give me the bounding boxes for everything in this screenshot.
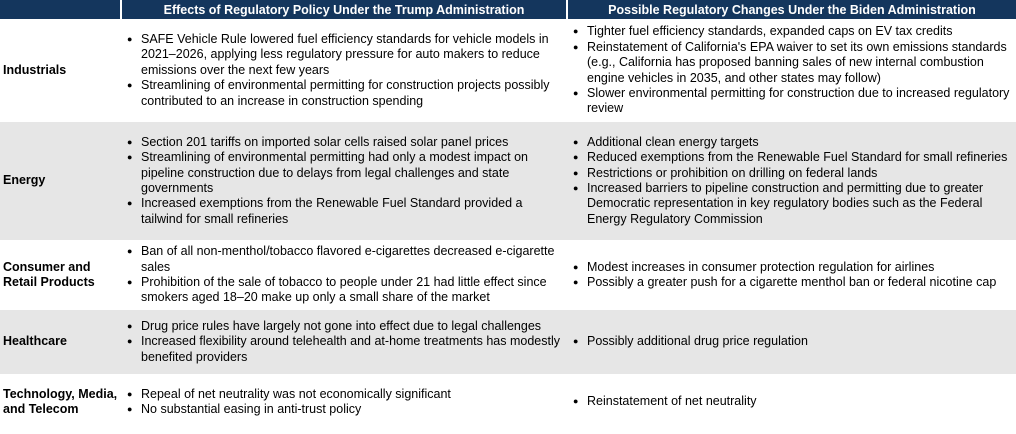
bullet-icon: ● — [573, 152, 579, 163]
sector-cell: Energy — [0, 121, 121, 241]
bullet-icon: ● — [127, 152, 133, 163]
table-row — [0, 121, 1016, 241]
bullet-list — [127, 319, 563, 365]
bullet-icon: ● — [127, 33, 133, 44]
bullet-icon: ● — [573, 41, 579, 52]
list-item — [573, 275, 1012, 290]
list-item — [127, 275, 563, 306]
bullet-icon: ● — [127, 336, 133, 347]
list-item — [573, 86, 1012, 117]
bullet-list — [127, 244, 563, 306]
bullet-text: Reinstatement of California's EPA waiver to set its own emissions standards (e.g., California has proposed banning sales of new internal combustion engine vehicles in 2035, and other states may follow) — [587, 39, 1007, 85]
sector-cell: Technology, Media, and Telecom — [0, 375, 121, 428]
header-biden-changes: Possible Regulatory Changes Under the Biden Administration — [567, 0, 1016, 20]
bullet-icon: ● — [573, 336, 579, 347]
bullet-icon: ● — [573, 261, 579, 272]
table-row — [0, 375, 1016, 428]
trump-effects-cell — [121, 20, 567, 121]
table-row — [0, 20, 1016, 121]
bullet-list — [127, 387, 563, 418]
sector-cell: Healthcare — [0, 309, 121, 375]
bullet-text: Reduced exemptions from the Renewable Fuel Standard for small refineries — [587, 150, 1008, 165]
list-item — [127, 135, 563, 150]
bullet-icon: ● — [127, 404, 133, 414]
list-item — [573, 166, 1012, 181]
bullet-text: Streamlining of environmental permitting had only a modest impact on pipeline construction due to delays from legal challenges and state governments — [141, 150, 529, 195]
bullet-text: Streamlining of environmental permitting for construction projects possibly contributed to an increase in construction spending — [141, 78, 550, 108]
list-item — [127, 387, 563, 402]
bullet-list — [573, 394, 1012, 409]
bullet-text: SAFE Vehicle Rule lowered fuel efficiency standards for vehicle models in 2021–2026, applying less regulatory pressure for auto makers to reduce emissions over the next few years — [141, 31, 549, 77]
list-item — [127, 196, 563, 227]
bullet-text: Increased flexibility around telehealth and at-home treatments has modestly benefited providers — [141, 334, 560, 364]
bullet-text: Possibly a greater push for a cigarette menthol ban or federal nicotine cap — [587, 275, 997, 289]
bullet-icon: ● — [573, 167, 579, 178]
bullet-text: Tighter fuel efficiency standards, expanded caps on EV tax credits — [587, 24, 953, 39]
list-item — [573, 181, 1012, 227]
biden-changes-cell — [567, 20, 1016, 121]
biden-changes-cell — [567, 241, 1016, 309]
list-item — [127, 334, 563, 365]
bullet-icon: ● — [573, 136, 579, 147]
trump-effects-cell — [121, 121, 567, 241]
bullet-text: Prohibition of the sale of tobacco to people under 21 had little effect since smokers aged 18–20 make up only a small share of the market — [141, 275, 547, 305]
bullet-icon: ● — [127, 136, 133, 147]
bullet-text: Repeal of net neutrality was not economically significant — [141, 386, 451, 401]
table-row — [0, 309, 1016, 375]
bullet-icon: ● — [573, 396, 579, 407]
bullet-icon: ● — [127, 388, 133, 399]
header-row — [0, 0, 1016, 20]
bullet-text: Increased exemptions from the Renewable Fuel Standard provided a tailwind for small refineries — [141, 196, 523, 226]
list-item — [573, 135, 1012, 150]
list-item — [573, 394, 1012, 409]
list-item — [573, 24, 1012, 39]
list-item — [127, 402, 563, 417]
biden-changes-cell — [567, 309, 1016, 375]
bullet-text: Increased barriers to pipeline construction and permitting due to greater Democratic representation in key regulatory bodies such as the Federal Energy Regulatory Commission — [587, 181, 984, 226]
bullet-text: Additional clean energy targets — [587, 134, 759, 149]
bullet-icon: ● — [127, 277, 133, 287]
bullet-text: Ban of all non-menthol/tobacco flavored e-cigarettes decreased e-cigarette sales — [141, 244, 555, 274]
bullet-text: Reinstatement of net neutrality — [587, 394, 757, 409]
bullet-icon: ● — [573, 87, 579, 98]
trump-effects-cell — [121, 375, 567, 428]
list-item — [573, 40, 1012, 86]
table-row — [0, 241, 1016, 309]
bullet-list — [573, 135, 1012, 227]
biden-changes-cell — [567, 375, 1016, 428]
bullet-icon: ● — [573, 183, 579, 193]
header-sector — [0, 0, 121, 20]
bullet-text: No substantial easing in anti-trust policy — [141, 402, 362, 416]
bullet-list — [573, 334, 1012, 349]
bullet-text: Drug price rules have largely not gone into effect due to legal challenges — [141, 318, 542, 333]
list-item — [573, 150, 1012, 165]
bullet-text: Section 201 tariffs on imported solar cells raised solar panel prices — [141, 134, 509, 149]
list-item — [573, 260, 1012, 275]
bullet-text: Slower environmental permitting for construction due to increased regulatory review — [587, 85, 1010, 116]
list-item — [127, 150, 563, 196]
list-item — [127, 78, 563, 109]
bullet-list — [127, 32, 563, 109]
trump-effects-cell — [121, 241, 567, 309]
list-item — [127, 319, 563, 334]
bullet-icon: ● — [573, 26, 579, 37]
bullet-icon: ● — [127, 246, 133, 257]
bullet-text: Restrictions or prohibition on drilling on federal lands — [587, 165, 878, 180]
sector-cell: Consumer and Retail Products — [0, 241, 121, 309]
bullet-list — [127, 135, 563, 227]
list-item — [127, 32, 563, 78]
biden-changes-cell — [567, 121, 1016, 241]
bullet-list — [573, 260, 1012, 291]
bullet-text: Modest increases in consumer protection regulation for airlines — [587, 259, 935, 274]
bullet-icon: ● — [127, 198, 133, 209]
bullet-icon: ● — [127, 320, 133, 331]
trump-effects-cell — [121, 309, 567, 375]
bullet-text: Possibly additional drug price regulation — [587, 334, 808, 349]
list-item — [127, 244, 563, 275]
bullet-list — [573, 24, 1012, 116]
sector-cell: Industrials — [0, 20, 121, 121]
list-item — [573, 334, 1012, 349]
header-trump-effects: Effects of Regulatory Policy Under the Trump Administration — [121, 0, 567, 20]
bullet-icon: ● — [127, 80, 133, 91]
bullet-icon: ● — [573, 277, 579, 287]
